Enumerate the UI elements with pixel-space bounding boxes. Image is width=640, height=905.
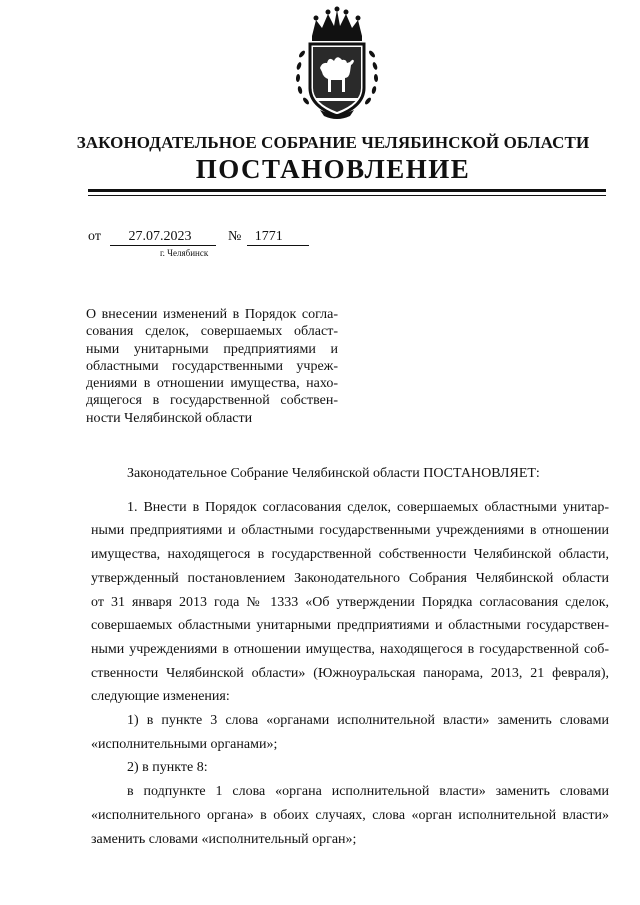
subject-line: сования сделок, совершаемых област- [86, 324, 338, 340]
body-line: 2) в пункте 8: [127, 760, 208, 776]
body-line: ными предприятиями и областными государственными учреждениями в отношении [91, 523, 609, 539]
header-divider-thin [88, 195, 606, 196]
body-line: ными учреждениями в отношении имущества, находящегося в государственной соб- [91, 641, 609, 657]
body-line: «исполнительными органами»; [91, 736, 278, 752]
document-date: 27.07.2023 [110, 229, 216, 246]
body-line: в подпункте 1 слова «органа исполнительной власти» заменить словами [127, 784, 609, 800]
body-line: от 31 января 2013 года № 1333 «Об утверждении Порядка согласования сделок, [91, 594, 609, 610]
document-number: 1771 [247, 229, 309, 246]
subject-line: областными государственными учреж- [86, 358, 338, 374]
document-body [91, 462, 609, 851]
document-type-title: ПОСТАНОВЛЕНИЕ [195, 154, 471, 184]
body-line: имущества, находящегося в государственной собственности Челябинской области, [91, 547, 609, 563]
subject-line: О внесении изменений в Порядок согла- [86, 307, 338, 322]
organization-name: ЗАКОНОДАТЕЛЬНОЕ СОБРАНИЕ ЧЕЛЯБИНСКОЙ ОБЛАСТИ [76, 133, 590, 152]
document-subject [86, 306, 338, 427]
preamble: Законодательное Собрание Челябинской области ПОСТАНОВЛЯЕТ: [127, 466, 540, 481]
body-line: «исполнительного органа» в обоих случаях, слова «орган исполнительной власти» [91, 807, 609, 823]
number-label: № [227, 229, 242, 244]
date-number-line [88, 229, 309, 246]
city-label: г. Челябинск [160, 248, 209, 258]
coat-of-arms-emblem [290, 6, 384, 120]
body-line: 1) в пункте 3 слова «органами исполнительной власти» заменить словами [127, 713, 609, 729]
body-line: 1. Внести в Порядок согласования сделок, совершаемых областными унитар- [127, 499, 609, 515]
subject-line: ности Челябинской области [86, 410, 253, 426]
body-line: следующие изменения: [91, 689, 230, 705]
header-divider-thick [88, 189, 606, 192]
subject-line: ными унитарными предприятиями и [86, 341, 338, 357]
body-line: совершаемых областными унитарными предприятиями и областными государствен- [91, 618, 609, 634]
spacer [91, 486, 609, 496]
body-line: заменить словами «исполнительный орган»; [91, 831, 357, 847]
subject-line: дящегося в государственной собствен- [86, 393, 338, 409]
body-line: ственности Челябинской области» (Южноуральская панорама, 2013, 21 февраля), [91, 665, 609, 681]
subject-line: дениями в отношении имущества, нахо- [86, 376, 338, 392]
date-label: от [88, 229, 101, 244]
body-line: утвержденный постановлением Законодательного Собрания Челябинской области [91, 570, 609, 586]
